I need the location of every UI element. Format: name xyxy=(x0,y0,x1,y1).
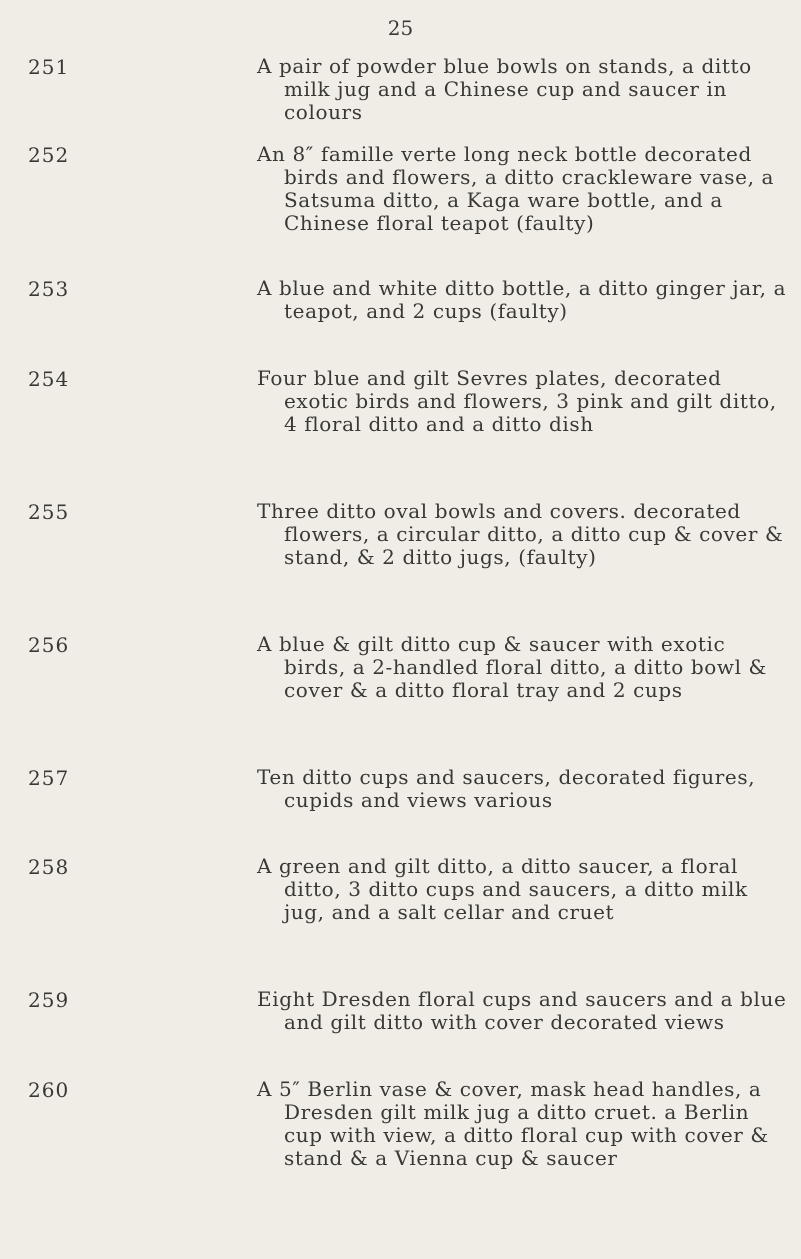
lot-description: Four blue and gilt Sevres plates, decorated exotic birds and flowers, 3 pink and gilt ditto, 4 floral ditto and a ditto dish xyxy=(257,366,777,436)
lot-number: 259 xyxy=(28,988,70,1012)
lot-number: 252 xyxy=(28,143,70,167)
lot-number: 257 xyxy=(28,766,70,790)
lot-number: 260 xyxy=(28,1078,70,1102)
lot-description: Ten ditto cups and saucers, decorated figures, cupids and views various xyxy=(257,765,756,812)
lot-description: A blue & gilt ditto cup & saucer with exotic birds, a 2-handled floral ditto, a ditto bowl & cover & a ditto floral tray and 2 cups xyxy=(257,632,767,702)
lot-description: A blue and white ditto bottle, a ditto ginger jar, a teapot, and 2 cups (faulty) xyxy=(257,276,787,323)
lot-number: 254 xyxy=(28,367,70,391)
lot-description: A pair of powder blue bowls on stands, a ditto milk jug and a Chinese cup and saucer in colours xyxy=(257,54,752,124)
lot-number: 255 xyxy=(28,500,70,524)
lot-description: An 8″ famille verte long neck bottle decorated birds and flowers, a ditto crackleware vase, a Satsuma ditto, a Kaga ware bottle, and a Chinese floral teapot (faulty) xyxy=(257,142,775,235)
lot-number: 256 xyxy=(28,633,70,657)
lot-description: Three ditto oval bowls and covers. decorated flowers, a circular ditto, a ditto cup & cover & stand, & 2 ditto jugs, (faulty) xyxy=(257,499,784,569)
page-number: 25 xyxy=(387,16,414,40)
lot-description: A 5″ Berlin vase & cover, mask head handles, a Dresden gilt milk jug a ditto cruet. a Berlin cup with view, a ditto floral cup with cover & stand & a Vienna cup & saucer xyxy=(257,1077,769,1170)
lot-number: 253 xyxy=(28,277,70,301)
lot-number: 251 xyxy=(28,55,70,79)
lot-number: 258 xyxy=(28,855,70,879)
lot-description: A green and gilt ditto, a ditto saucer, a floral ditto, 3 ditto cups and saucers, a ditto milk jug, and a salt cellar and cruet xyxy=(257,854,748,924)
lot-description: Eight Dresden floral cups and saucers and a blue and gilt ditto with cover decorated views xyxy=(257,987,787,1034)
